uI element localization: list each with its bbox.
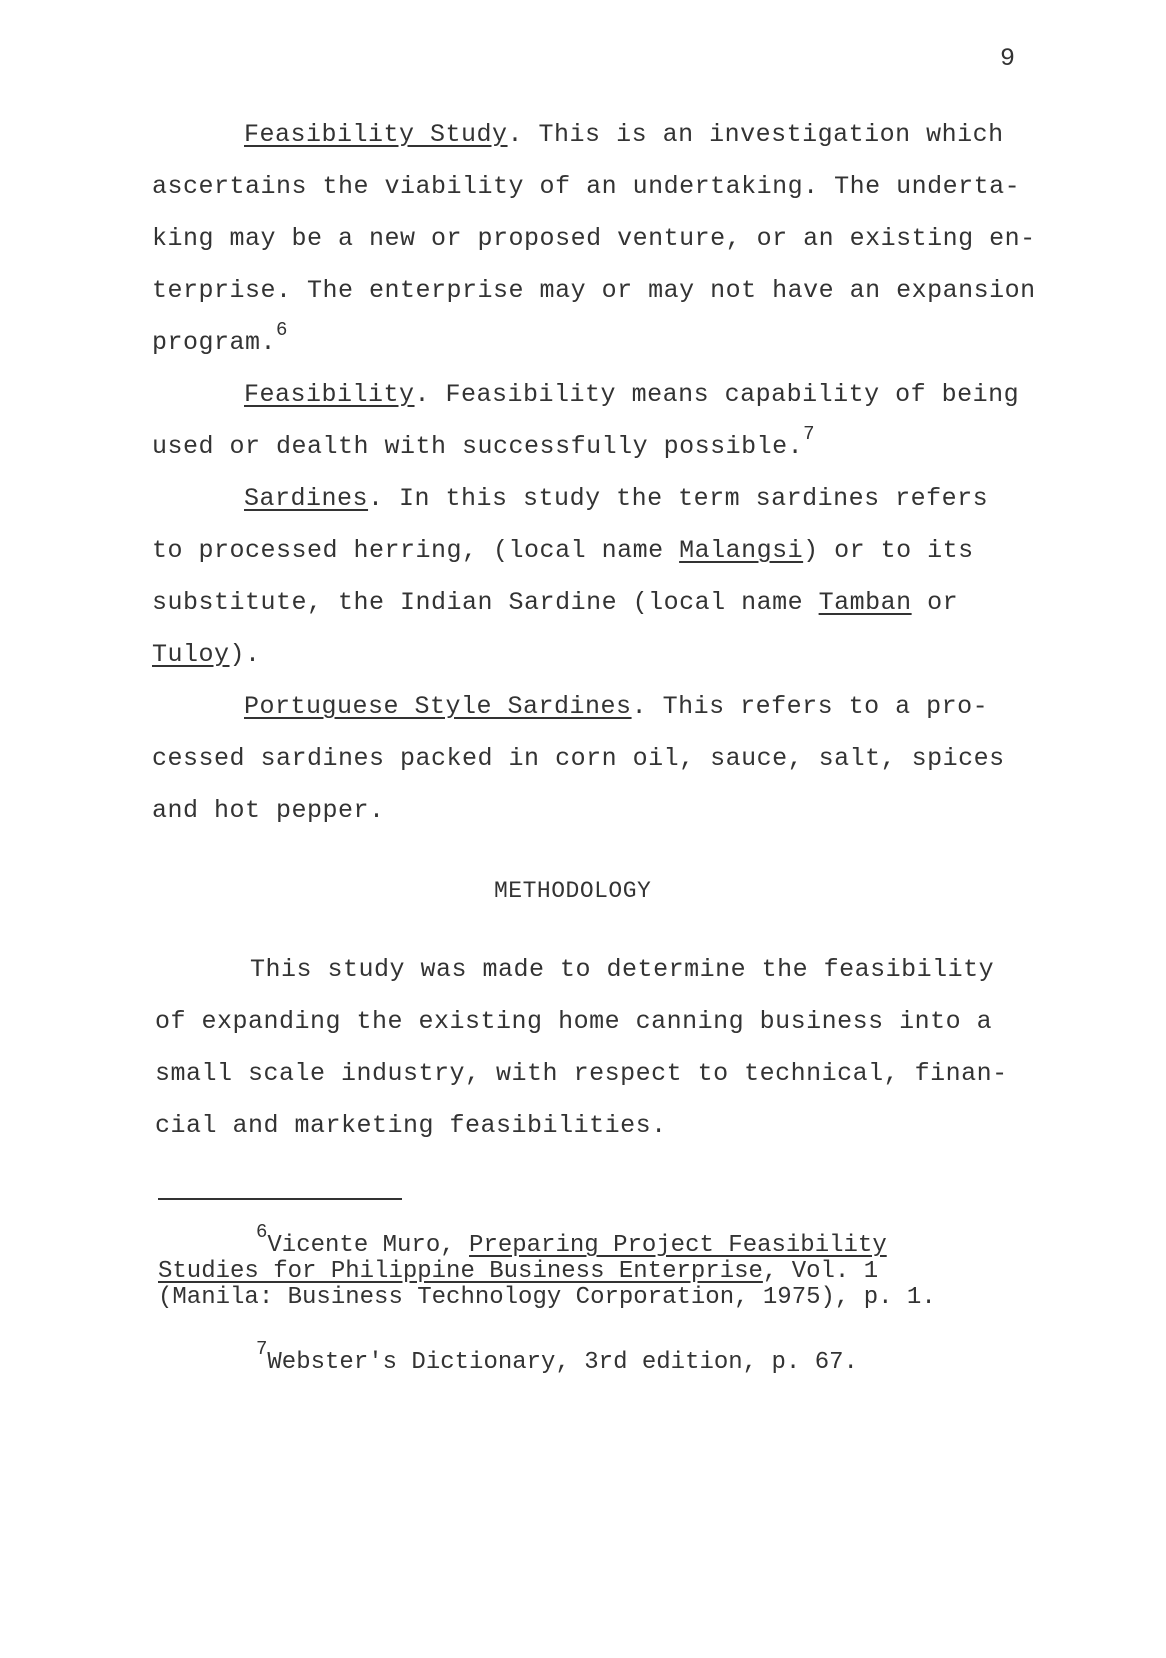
methodology-line-2: of expanding the existing home canning business into a [155, 1007, 993, 1036]
local-name-tamban: Tamban [818, 588, 912, 617]
portuguese-line-3: and hot pepper. [152, 796, 385, 825]
term-feasibility: Feasibility [244, 380, 415, 409]
feasibility-study-line-3: king may be a new or proposed venture, or an existing en- [152, 224, 1036, 253]
footnote-ref-6: 6 [276, 319, 288, 341]
feasibility-line-2: used or dealth with successfully possible.$^7$ [152, 423, 816, 461]
footnote-6-line-2: Studies for Philippine Business Enterprise, Vol. 1 [158, 1258, 879, 1285]
methodology-line-3: small scale industry, with respect to technical, finan- [155, 1059, 1008, 1088]
sardines-line-1: Sardines. In this study the term sardines refers [244, 484, 989, 513]
footnote-6-title-2: Studies for Philippine Business Enterprise [158, 1258, 763, 1285]
feasibility-study-line-2: ascertains the viability of an undertaking. The underta- [152, 172, 1021, 201]
footnote-7: $^7$Webster's Dictionary, 3rd edition, p. 67. [256, 1338, 858, 1376]
portuguese-line-1: Portuguese Style Sardines. This refers to a pro- [244, 692, 989, 721]
term-sardines: Sardines [244, 484, 369, 513]
feasibility-study-line-1: Feasibility Study. This is an investigation which [244, 120, 1004, 149]
sardines-line-3: substitute, the Indian Sardine (local name Tamban or [152, 588, 959, 617]
footnote-6-line-1: $^6$Vicente Muro, Preparing Project Feasibility [256, 1221, 887, 1259]
term-feasibility-study: Feasibility Study [244, 120, 508, 149]
local-name-tuloy: Tuloy [152, 640, 230, 669]
feasibility-study-line-5: program.$^6$ [152, 319, 288, 357]
methodology-heading: METHODOLOGY [494, 878, 652, 904]
footnote-6-number: 6 [256, 1221, 268, 1243]
feasibility-study-line-4: terprise. The enterprise may or may not have an expansion [152, 276, 1036, 305]
feasibility-line-1: Feasibility. Feasibility means capability of being [244, 380, 1020, 409]
footnote-separator [158, 1198, 402, 1200]
local-name-malangsi: Malangsi [679, 536, 804, 565]
sardines-line-2: to processed herring, (local name Malangsi) or to its [152, 536, 974, 565]
footnote-6-title-1: Preparing Project Feasibility [469, 1232, 887, 1259]
footnote-7-number: 7 [256, 1338, 268, 1360]
methodology-line-1: This study was made to determine the feasibility [250, 955, 995, 984]
page-number: 9 [1000, 44, 1016, 73]
sardines-line-4: Tuloy). [152, 640, 261, 669]
term-portuguese-style-sardines: Portuguese Style Sardines [244, 692, 632, 721]
footnote-ref-7: 7 [803, 423, 816, 445]
footnote-6-line-3: (Manila: Business Technology Corporation, 1975), p. 1. [158, 1284, 936, 1311]
portuguese-line-2: cessed sardines packed in corn oil, sauce, salt, spices [152, 744, 1005, 773]
methodology-line-4: cial and marketing feasibilities. [155, 1111, 667, 1140]
